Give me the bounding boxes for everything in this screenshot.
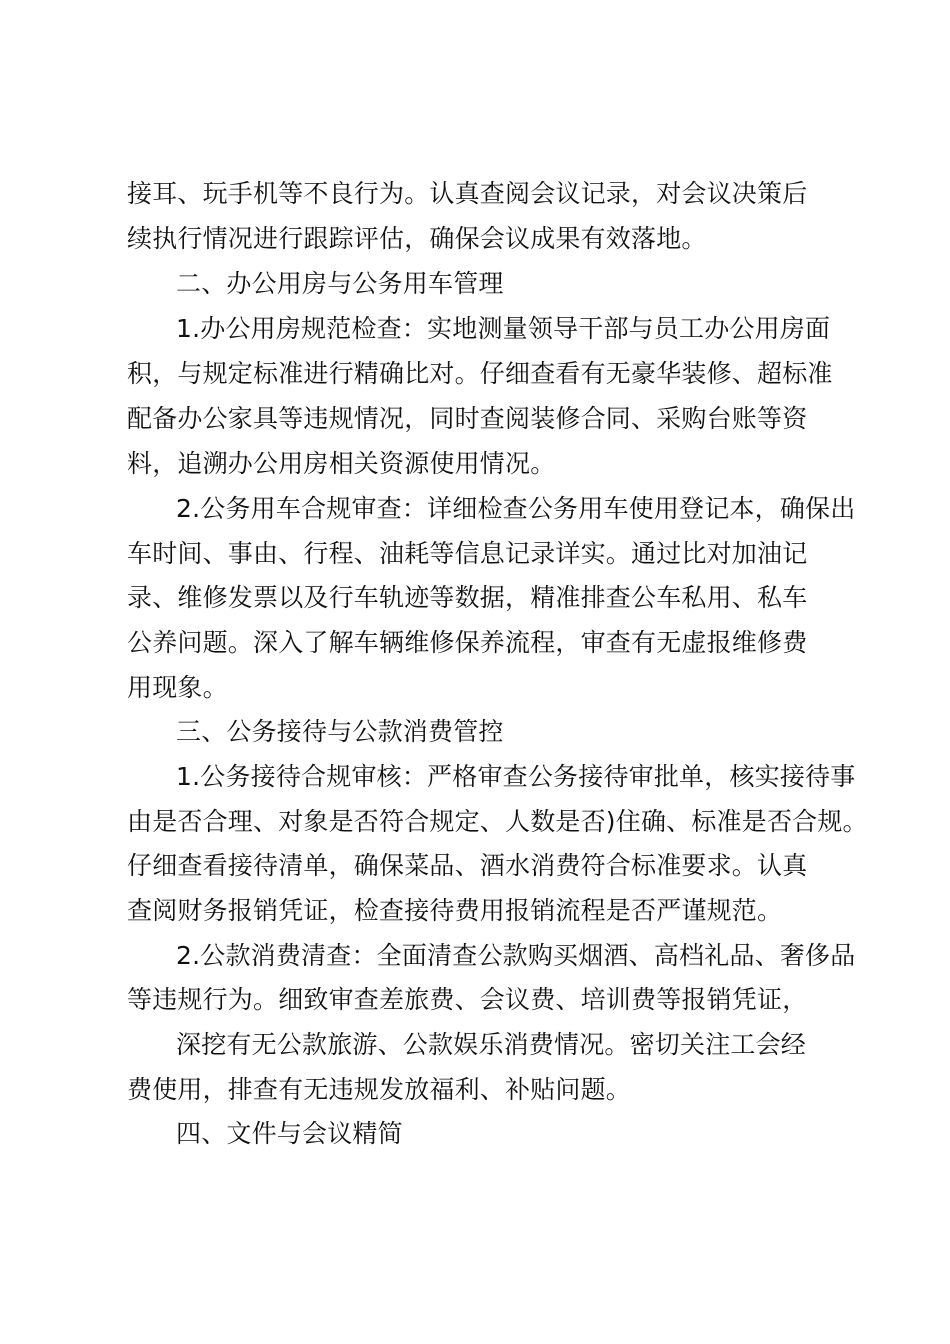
section-heading: 二、办公用房与公务用车管理 [176, 269, 504, 298]
text-line: 车时间、事由、行程、油耗等信息记录详实。通过比对加油记 [127, 539, 808, 568]
text-line: 1.公务接待合规审核：严格审查公务接待审批单，核实接待事 [176, 762, 856, 791]
text-line: 续执行情况进行跟踪评估，确保会议成果有效落地。 [127, 224, 707, 253]
text-line: 查阅财务报销凭证，检查接待费用报销流程是否严谨规范。 [127, 896, 783, 925]
text-line: 1.办公用房规范检查：实地测量领导干部与员工办公用房面 [176, 314, 831, 343]
text-line: 接耳、玩手机等不良行为。认真查阅会议记录，对会议决策后 [127, 179, 808, 208]
section-heading: 三、公务接待与公款消费管控 [176, 717, 504, 746]
text-line: 用现象。 [127, 673, 228, 702]
text-line: 由是否合理、对象是否符合规定、人数是否)住确、标准是否合规。 [127, 807, 868, 836]
text-line: 2.公务用车合规审查：详细检查公务用车使用登记本，确保出 [176, 494, 856, 523]
text-line: 仔细查看接待清单，确保菜品、酒水消费符合标准要求。认真 [127, 851, 808, 880]
text-line: 等违规行为。细致审查差旅费、会议费、培训费等报销凭证， [127, 985, 808, 1014]
text-line: 费使用，排查有无违规发放福利、补贴问题。 [127, 1075, 632, 1104]
text-line: 深挖有无公款旅游、公款娱乐消费情况。密切关注工会经 [176, 1030, 807, 1059]
text-line: 积，与规定标准进行精确比对。仔细查看有无豪华装修、超标准 [127, 359, 833, 388]
text-line: 配备办公家具等违规情况，同时查阅装修合同、采购台账等资 [127, 404, 808, 433]
section-heading: 四、文件与会议精简 [176, 1119, 403, 1148]
text-line: 公养问题。深入了解车辆维修保养流程，审查有无虚报维修费 [127, 628, 808, 657]
text-line: 录、维修发票以及行车轨迹等数据，精准排查公车私用、私车 [127, 583, 808, 612]
text-line: 料，追溯办公用房相关资源使用情况。 [127, 449, 556, 478]
text-line: 2.公款消费清查：全面清查公款购买烟酒、高档礼品、奢侈品 [176, 941, 856, 970]
